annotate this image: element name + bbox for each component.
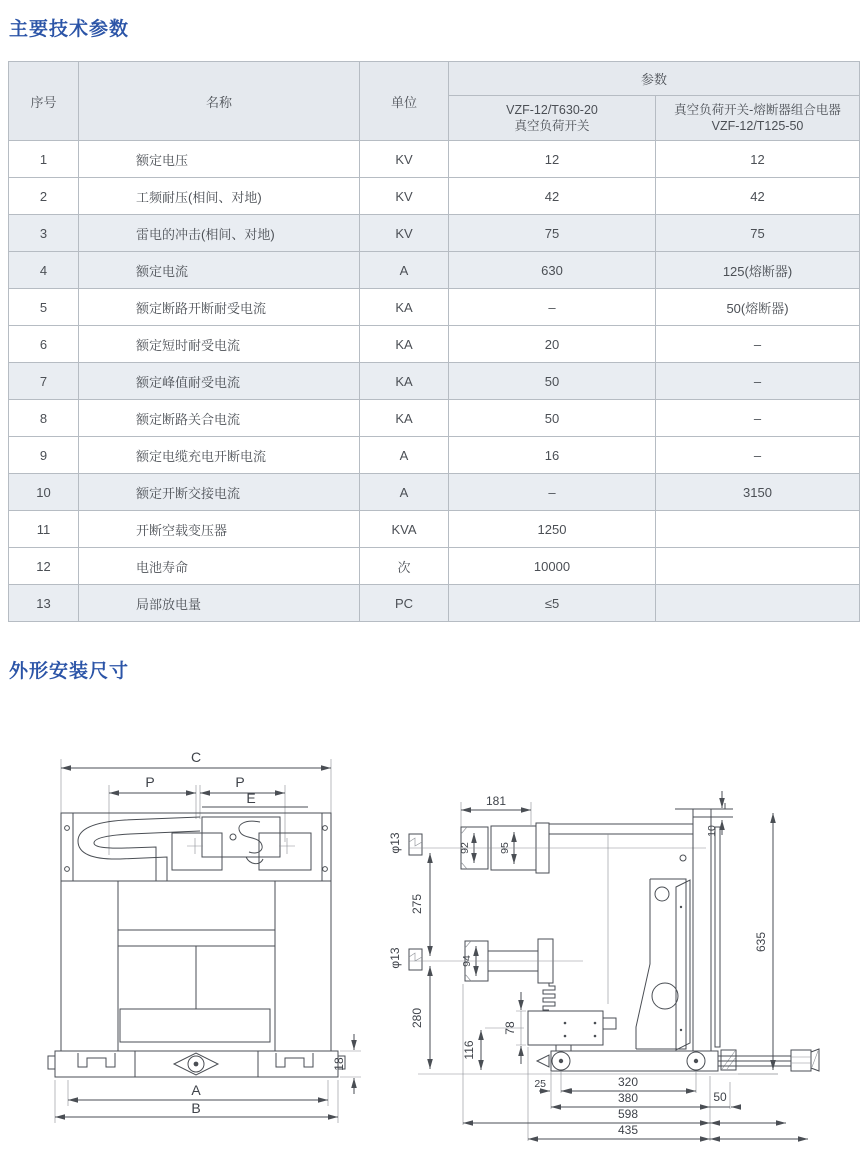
cell-no: 5 — [9, 289, 79, 326]
dim-label-635: 635 — [754, 931, 768, 953]
dim-label-phi13-bottom: φ13 — [388, 947, 402, 969]
cell-v2 — [656, 511, 860, 548]
table-row — [9, 289, 860, 326]
cell-unit: A — [360, 474, 449, 511]
cell-v2: – — [656, 363, 860, 400]
dim-label-c: C — [190, 749, 202, 765]
cell-unit: KA — [360, 363, 449, 400]
cell-v1: 50 — [449, 363, 656, 400]
cell-v1: – — [449, 289, 656, 326]
cell-v1: – — [449, 474, 656, 511]
cell-name: 额定电缆充电开断电流 — [79, 437, 360, 474]
cell-v2: 12 — [656, 141, 860, 178]
col-header-product1 — [449, 96, 656, 141]
cell-unit: 次 — [360, 548, 449, 585]
table-row — [9, 363, 860, 400]
cell-name: 开断空载变压器 — [79, 511, 360, 548]
cell-unit: KA — [360, 289, 449, 326]
cell-v1: 50 — [449, 400, 656, 437]
col-header-name: 名称 — [79, 62, 360, 141]
product2-type: 真空负荷开关-熔断器组合电器 — [674, 102, 841, 117]
dim-label-e: E — [246, 790, 256, 806]
table-row — [9, 474, 860, 511]
cell-name: 工频耐压(相间、对地) — [79, 178, 360, 215]
cell-v2: – — [656, 400, 860, 437]
cell-unit: KA — [360, 400, 449, 437]
cell-name: 额定断路开断耐受电流 — [79, 289, 360, 326]
table-row — [9, 141, 860, 178]
cell-unit: KVA — [360, 511, 449, 548]
cell-no: 3 — [9, 215, 79, 252]
dim-label-94: 94 — [461, 955, 473, 967]
dim-label-181: 181 — [485, 794, 507, 808]
cell-no: 8 — [9, 400, 79, 437]
cell-name: 额定电压 — [79, 141, 360, 178]
cell-name: 额定开断交接电流 — [79, 474, 360, 511]
cell-v1: 20 — [449, 326, 656, 363]
dim-label-18: 18 — [332, 1057, 346, 1071]
cell-v1: 630 — [449, 252, 656, 289]
product1-type: 真空负荷开关 — [514, 119, 590, 133]
col-header-unit: 单位 — [360, 62, 449, 141]
cell-unit: KV — [360, 141, 449, 178]
dim-label-25: 25 — [534, 1078, 546, 1090]
cell-no: 10 — [9, 474, 79, 511]
cell-name: 电池寿命 — [79, 548, 360, 585]
table-row — [9, 400, 860, 437]
dim-label-78: 78 — [503, 1021, 517, 1035]
cell-unit: A — [360, 252, 449, 289]
cell-unit: KV — [360, 178, 449, 215]
cell-v2: – — [656, 437, 860, 474]
dimension-drawings — [0, 739, 867, 1151]
cell-name: 额定短时耐受电流 — [79, 326, 360, 363]
table-body — [9, 141, 860, 622]
cell-unit: PC — [360, 585, 449, 622]
cell-v2 — [656, 548, 860, 585]
table-header — [9, 62, 860, 141]
front-view-linework — [48, 759, 361, 1123]
cell-no: 12 — [9, 548, 79, 585]
header-row-1 — [9, 62, 860, 96]
cell-name: 局部放电量 — [79, 585, 360, 622]
cell-unit: KA — [360, 326, 449, 363]
table-row — [9, 178, 860, 215]
cell-v1: ≤5 — [449, 585, 656, 622]
cell-name: 额定峰值耐受电流 — [79, 363, 360, 400]
cell-v1: 10000 — [449, 548, 656, 585]
dim-label-p-right: P — [235, 774, 245, 790]
table-row — [9, 585, 860, 622]
cell-v2: 3150 — [656, 474, 860, 511]
cell-v2: 75 — [656, 215, 860, 252]
col-header-params-group: 参数 — [449, 62, 860, 96]
dim-label-phi13-top: φ13 — [388, 832, 402, 854]
cell-unit: A — [360, 437, 449, 474]
dim-label-598: 598 — [617, 1107, 639, 1121]
table-row — [9, 252, 860, 289]
dim-label-92: 92 — [459, 842, 471, 854]
table-row — [9, 548, 860, 585]
col-header-no: 序号 — [9, 62, 79, 141]
cell-name: 额定断路关合电流 — [79, 400, 360, 437]
cell-no: 1 — [9, 141, 79, 178]
product2-model: VZF-12/T125-50 — [711, 119, 804, 133]
table-row — [9, 511, 860, 548]
table-row — [9, 215, 860, 252]
front-view-drawing — [30, 739, 390, 1151]
section-title-tech-params: 主要技术参数 — [9, 19, 130, 40]
cell-v2: – — [656, 326, 860, 363]
dim-label-380: 380 — [617, 1091, 639, 1105]
cell-v1: 12 — [449, 141, 656, 178]
side-view-drawing — [388, 739, 865, 1151]
dim-label-275: 275 — [410, 893, 424, 915]
cell-no: 7 — [9, 363, 79, 400]
dim-label-p-left: P — [145, 774, 155, 790]
cell-v2: 42 — [656, 178, 860, 215]
dim-label-a: A — [191, 1082, 201, 1098]
cell-v2: 50(熔断器) — [656, 289, 860, 326]
section-title-dimensions: 外形安装尺寸 — [9, 661, 130, 682]
cell-v1: 42 — [449, 178, 656, 215]
dim-label-320: 320 — [617, 1075, 639, 1089]
cell-no: 4 — [9, 252, 79, 289]
cell-v1: 75 — [449, 215, 656, 252]
cell-no: 6 — [9, 326, 79, 363]
dim-label-50: 50 — [713, 1090, 727, 1104]
cell-v1: 1250 — [449, 511, 656, 548]
cell-no: 9 — [9, 437, 79, 474]
table-row — [9, 326, 860, 363]
col-header-product2 — [656, 96, 860, 141]
cell-no: 2 — [9, 178, 79, 215]
dim-label-10: 10 — [706, 825, 718, 837]
cell-name: 额定电流 — [79, 252, 360, 289]
cell-name: 雷电的冲击(相间、对地) — [79, 215, 360, 252]
cell-no: 13 — [9, 585, 79, 622]
cell-v1: 16 — [449, 437, 656, 474]
cell-v2: 125(熔断器) — [656, 252, 860, 289]
dim-label-435: 435 — [617, 1123, 639, 1137]
tech-params-table — [8, 61, 860, 622]
dim-label-116: 116 — [462, 1040, 476, 1060]
dim-label-b: B — [191, 1100, 201, 1116]
cell-v2 — [656, 585, 860, 622]
cell-unit: KV — [360, 215, 449, 252]
dim-label-95: 95 — [499, 842, 511, 854]
dim-label-280: 280 — [410, 1007, 424, 1029]
cell-no: 11 — [9, 511, 79, 548]
table-row — [9, 437, 860, 474]
product1-model: VZF-12/T630-20 — [506, 102, 598, 117]
